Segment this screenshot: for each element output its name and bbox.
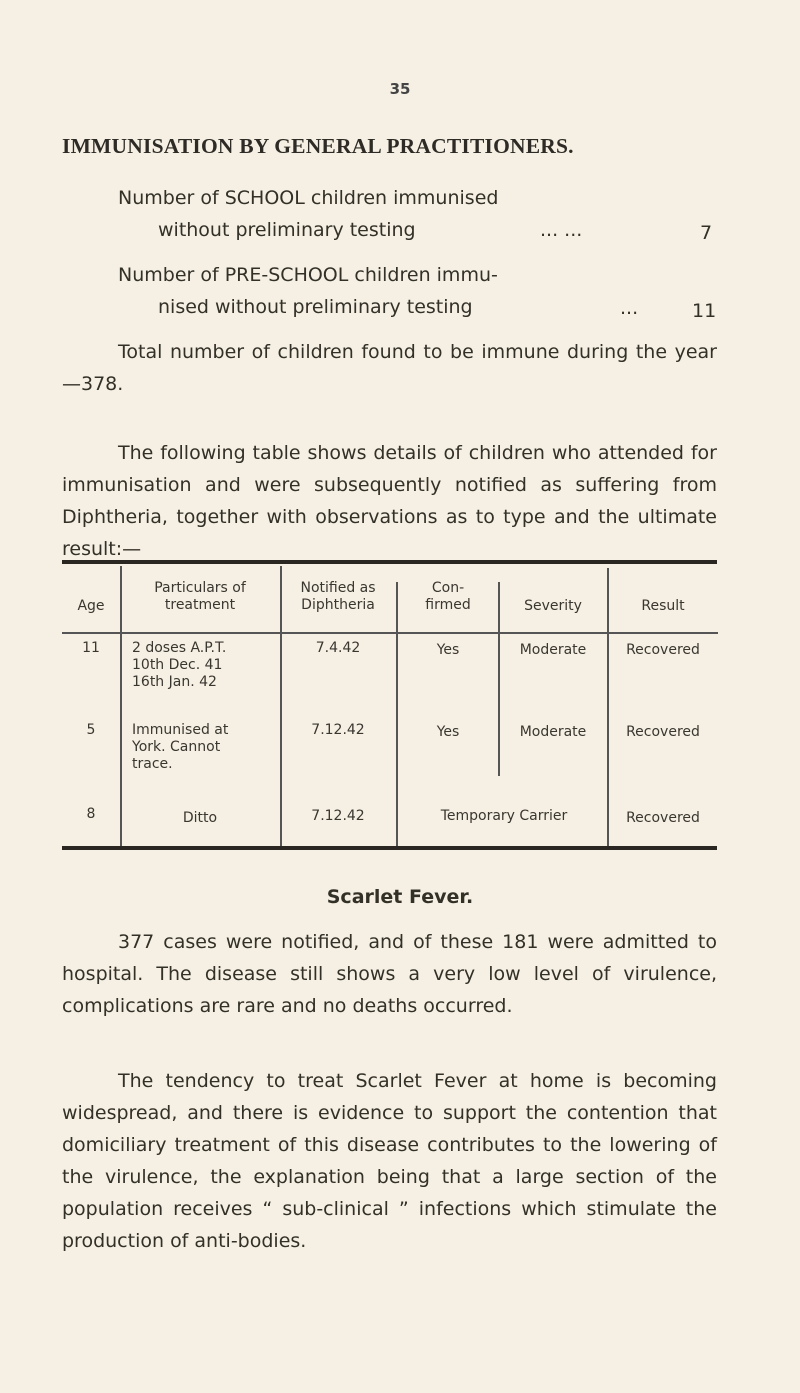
leader-dots: ...	[620, 297, 639, 319]
header-confirmed: Con- firmed	[425, 580, 471, 613]
table-bottom-rule	[62, 846, 717, 850]
column-divider	[280, 566, 282, 846]
table-cell-temporary-carrier: Temporary Carrier	[440, 808, 568, 824]
table-cell-particulars: Immunised at	[132, 722, 229, 738]
scarlet-fever-heading: Scarlet Fever.	[326, 886, 474, 908]
table-cell-confirmed: Yes	[436, 724, 460, 740]
header-severity: Severity	[524, 598, 582, 614]
header-rule	[62, 632, 120, 634]
preschool-children-count: 11	[692, 300, 717, 322]
scarlet-fever-paragraph-2: The tendency to treat Scarlet Fever at home is becoming widespread, and there is evidence to support the contention that domiciliary treatment of this disease contributes to the lowering of the virulence, the explanation being that a large section of the population receives “ sub-clinical ” infections which stimulate the production of anti-bodies.	[62, 1070, 717, 1252]
table-cell-age: 11	[82, 640, 100, 656]
table-cell-particulars: Ditto	[182, 810, 218, 826]
table-cell-age: 8	[86, 806, 96, 822]
table-cell-severity: Moderate	[519, 724, 587, 740]
table-cell-confirmed: Yes	[436, 642, 460, 658]
header-age: Age	[77, 598, 105, 614]
page-number: 35	[389, 80, 411, 98]
intro-paragraph: The following table shows details of children who attended for immunisation and were subsequently notified as suffering from Diphtheria, together with observations as to type and the ultimate result:—	[62, 442, 717, 560]
school-children-count: 7	[700, 222, 713, 244]
table-cell-age: 5	[86, 722, 96, 738]
header-particulars: Particulars of treatment	[154, 580, 246, 613]
school-children-label-line1: Number of SCHOOL children immunised	[118, 187, 499, 209]
column-divider	[120, 566, 122, 846]
total-immune-paragraph: Total number of children found to be immune during the year—378.	[62, 341, 717, 395]
column-divider	[498, 582, 500, 776]
column-divider	[607, 568, 609, 848]
scarlet-fever-paragraph-1: 377 cases were notified, and of these 181 were admitted to hospital. The disease still shows a very low level of virulence, complications are rare and no deaths occurred.	[62, 931, 717, 1017]
preschool-children-label-line2: nised without preliminary testing	[158, 296, 473, 318]
table-top-rule	[62, 560, 717, 564]
header-rule	[120, 632, 280, 634]
leader-dots: ... ...	[540, 219, 583, 241]
table-cell-notified: 7.12.42	[311, 722, 365, 738]
table-cell-particulars: trace.	[132, 756, 173, 772]
table-cell-particulars: 10th Dec. 41	[132, 657, 223, 673]
diphtheria-table	[62, 560, 717, 850]
school-children-label-line2: without preliminary testing	[158, 219, 416, 241]
section-heading: IMMUNISATION BY GENERAL PRACTITIONERS.	[62, 134, 574, 158]
table-cell-notified: 7.12.42	[311, 808, 365, 824]
preschool-children-label-line1: Number of PRE-SCHOOL children immu-	[118, 264, 498, 286]
table-cell-severity: Moderate	[519, 642, 587, 658]
header-result: Result	[641, 598, 685, 614]
table-cell-particulars: York. Cannot	[132, 739, 221, 755]
table-cell-particulars: 16th Jan. 42	[132, 674, 217, 690]
header-notified: Notified as Diphtheria	[300, 580, 376, 613]
table-cell-particulars: 2 doses A.P.T.	[132, 640, 227, 656]
column-divider	[396, 582, 398, 850]
table-cell-notified: 7.4.42	[315, 640, 361, 656]
table-cell-result: Recovered	[626, 642, 700, 658]
table-cell-result: Recovered	[626, 724, 700, 740]
table-cell-result: Recovered	[626, 810, 700, 826]
